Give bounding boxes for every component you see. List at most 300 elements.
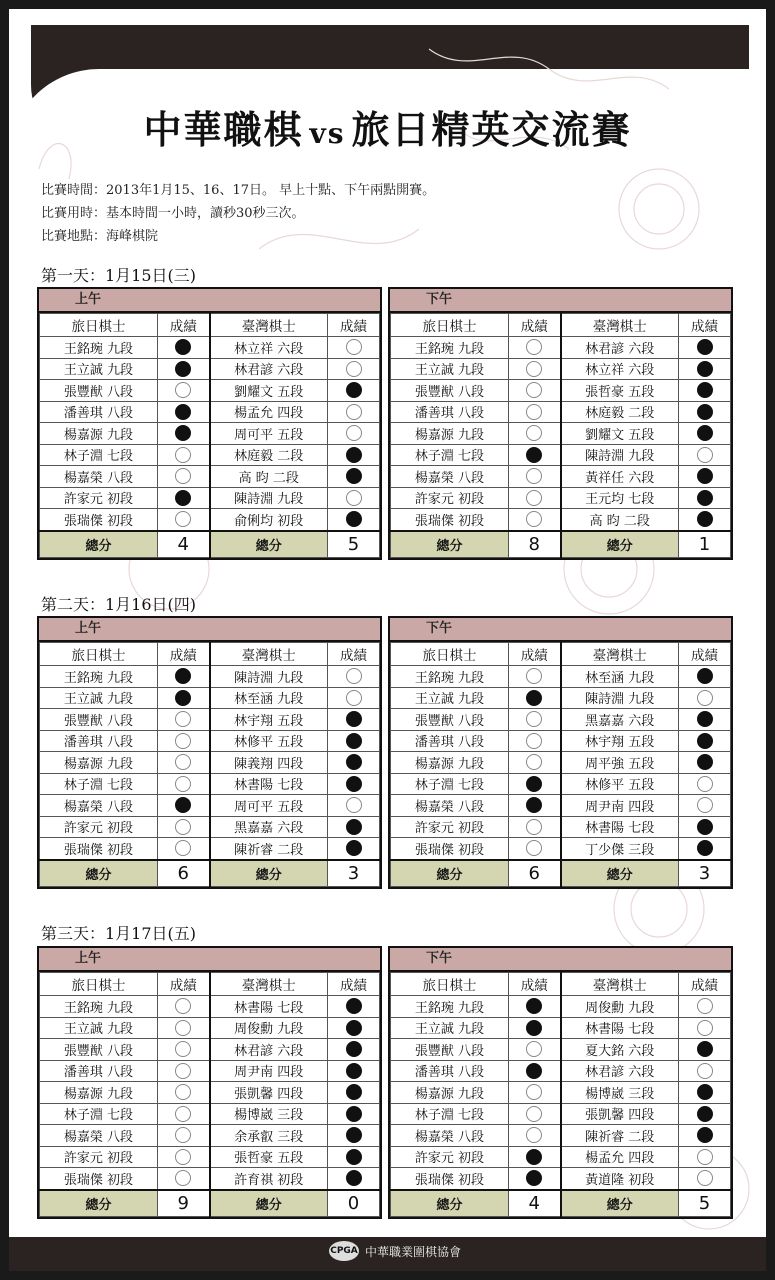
table-row xyxy=(40,1168,380,1190)
table-row xyxy=(40,358,380,380)
white-stone-icon xyxy=(526,840,542,856)
result-cell xyxy=(158,1039,210,1061)
white-stone-icon xyxy=(175,382,191,398)
result-cell xyxy=(328,1017,380,1039)
tw-player-name: 陳義翔 四段 xyxy=(210,752,328,774)
jp-player-name: 張瑞傑 初段 xyxy=(40,509,158,531)
result-cell xyxy=(158,1125,210,1147)
tw-total-score: 3 xyxy=(679,860,731,887)
total-label: 總分 xyxy=(210,1190,328,1217)
jp-column-header: 旅日棋士 xyxy=(40,643,158,666)
result-cell xyxy=(509,709,561,731)
result-cell xyxy=(158,1168,210,1190)
result-cell xyxy=(158,773,210,795)
info-venue: 比賽地點：海峰棋院 xyxy=(41,229,159,244)
title-right: 旅日精英交流賽 xyxy=(351,107,632,152)
session-header: 下午 xyxy=(390,618,731,642)
table-row xyxy=(391,509,731,531)
info-time: 比賽時間：2013年1月15、16、17日。 早上十點、下午兩點開賽。 xyxy=(41,183,436,198)
result-cell xyxy=(679,1103,731,1125)
black-stone-icon xyxy=(526,776,542,792)
result-cell xyxy=(679,709,731,731)
jp-player-name: 王立誠 九段 xyxy=(40,1017,158,1039)
tw-column-header: 臺灣棋士 xyxy=(210,973,328,996)
result-column-header: 成績 xyxy=(509,643,561,666)
tw-player-name: 高 昀 二段 xyxy=(561,509,679,531)
white-stone-icon xyxy=(175,754,191,770)
white-stone-icon xyxy=(175,468,191,484)
result-column-header: 成績 xyxy=(679,973,731,996)
table-row xyxy=(40,816,380,838)
jp-player-name: 楊嘉源 九段 xyxy=(391,423,509,445)
jp-player-name: 林子淵 七段 xyxy=(391,1103,509,1125)
table-row xyxy=(40,380,380,402)
result-cell xyxy=(158,466,210,488)
result-cell xyxy=(509,1168,561,1190)
black-stone-icon xyxy=(346,382,362,398)
afternoon-table xyxy=(388,287,733,560)
jp-column-header: 旅日棋士 xyxy=(391,643,509,666)
jp-player-name: 許家元 初段 xyxy=(391,487,509,509)
white-stone-icon xyxy=(346,797,362,813)
tw-player-name: 陳詩淵 九段 xyxy=(561,687,679,709)
result-cell xyxy=(509,1017,561,1039)
result-cell xyxy=(158,358,210,380)
table-row xyxy=(40,1017,380,1039)
white-stone-icon xyxy=(175,447,191,463)
jp-player-name: 張豐猷 八段 xyxy=(391,380,509,402)
jp-player-name: 張瑞傑 初段 xyxy=(40,1168,158,1190)
tw-player-name: 黑嘉嘉 六段 xyxy=(210,816,328,838)
table-row xyxy=(391,1125,731,1147)
total-label: 總分 xyxy=(561,1190,679,1217)
white-stone-icon xyxy=(175,1149,191,1165)
result-cell xyxy=(509,466,561,488)
white-stone-icon xyxy=(526,668,542,684)
table-row xyxy=(391,380,731,402)
black-stone-icon xyxy=(697,1084,713,1100)
black-stone-icon xyxy=(697,361,713,377)
black-stone-icon xyxy=(697,404,713,420)
jp-total-score: 6 xyxy=(509,860,561,887)
info-duration: 比賽用時：基本時間一小時，讀秒30秒三次。 xyxy=(41,206,305,221)
jp-player-name: 楊嘉榮 八段 xyxy=(40,466,158,488)
black-stone-icon xyxy=(526,690,542,706)
black-stone-icon xyxy=(346,1041,362,1057)
result-cell xyxy=(328,466,380,488)
white-stone-icon xyxy=(526,711,542,727)
table-row xyxy=(40,509,380,531)
tw-player-name: 林書陽 七段 xyxy=(561,816,679,838)
result-cell xyxy=(158,1060,210,1082)
jp-player-name: 王立誠 九段 xyxy=(40,687,158,709)
result-cell xyxy=(328,401,380,423)
tw-player-name: 林修平 五段 xyxy=(561,773,679,795)
white-stone-icon xyxy=(526,468,542,484)
white-stone-icon xyxy=(697,998,713,1014)
jp-player-name: 林子淵 七段 xyxy=(40,773,158,795)
result-cell xyxy=(679,773,731,795)
black-stone-icon xyxy=(526,1063,542,1079)
tw-player-name: 周尹南 四段 xyxy=(210,1060,328,1082)
tw-player-name: 周俊勳 九段 xyxy=(561,996,679,1018)
table-row xyxy=(391,1060,731,1082)
black-stone-icon xyxy=(346,840,362,856)
black-stone-icon xyxy=(697,382,713,398)
result-cell xyxy=(328,1103,380,1125)
total-label: 總分 xyxy=(40,531,158,558)
result-cell xyxy=(158,996,210,1018)
white-stone-icon xyxy=(346,668,362,684)
organization-name: 中華職業圍棋協會 xyxy=(365,1245,462,1259)
result-cell xyxy=(328,1039,380,1061)
result-column-header: 成績 xyxy=(328,643,380,666)
table-row xyxy=(40,401,380,423)
result-cell xyxy=(328,444,380,466)
black-stone-icon xyxy=(175,797,191,813)
tw-player-name: 俞俐均 初段 xyxy=(210,509,328,531)
tw-total-score: 0 xyxy=(328,1190,380,1217)
jp-player-name: 楊嘉榮 八段 xyxy=(40,795,158,817)
jp-player-name: 張瑞傑 初段 xyxy=(391,509,509,531)
white-stone-icon xyxy=(697,447,713,463)
white-stone-icon xyxy=(175,1041,191,1057)
jp-player-name: 楊嘉源 九段 xyxy=(40,752,158,774)
tw-player-name: 楊博崴 三段 xyxy=(561,1082,679,1104)
tw-player-name: 張凱馨 四段 xyxy=(210,1082,328,1104)
result-cell xyxy=(328,687,380,709)
tw-player-name: 周可平 五段 xyxy=(210,423,328,445)
result-column-header: 成績 xyxy=(509,973,561,996)
title-left: 中華職棋 xyxy=(143,107,304,152)
white-stone-icon xyxy=(175,840,191,856)
black-stone-icon xyxy=(346,1084,362,1100)
result-cell xyxy=(509,666,561,688)
table-row xyxy=(40,666,380,688)
jp-column-header: 旅日棋士 xyxy=(391,973,509,996)
black-stone-icon xyxy=(346,1106,362,1122)
result-cell xyxy=(509,773,561,795)
black-stone-icon xyxy=(697,733,713,749)
result-cell xyxy=(679,1125,731,1147)
day-label: 第二天：1月16日(四) xyxy=(41,595,197,614)
white-stone-icon xyxy=(526,733,542,749)
result-cell xyxy=(509,1125,561,1147)
white-stone-icon xyxy=(526,1084,542,1100)
black-stone-icon xyxy=(697,754,713,770)
jp-player-name: 許家元 初段 xyxy=(40,487,158,509)
table-row xyxy=(391,816,731,838)
result-cell xyxy=(509,358,561,380)
result-cell xyxy=(328,1168,380,1190)
tw-player-name: 楊孟允 四段 xyxy=(210,401,328,423)
black-stone-icon xyxy=(175,339,191,355)
page-title xyxy=(9,99,766,154)
white-stone-icon xyxy=(346,361,362,377)
table-row xyxy=(391,1168,731,1190)
black-stone-icon xyxy=(346,776,362,792)
white-stone-icon xyxy=(697,797,713,813)
result-cell xyxy=(679,795,731,817)
white-stone-icon xyxy=(697,690,713,706)
white-stone-icon xyxy=(697,1063,713,1079)
black-stone-icon xyxy=(346,1020,362,1036)
result-cell xyxy=(509,1060,561,1082)
result-cell xyxy=(328,423,380,445)
result-cell xyxy=(509,996,561,1018)
table-row xyxy=(391,401,731,423)
table-row xyxy=(391,487,731,509)
white-stone-icon xyxy=(175,711,191,727)
result-cell xyxy=(328,709,380,731)
tw-total-score: 3 xyxy=(328,860,380,887)
white-stone-icon xyxy=(346,425,362,441)
white-stone-icon xyxy=(175,511,191,527)
tw-player-name: 張哲豪 五段 xyxy=(561,380,679,402)
table-row xyxy=(391,1146,731,1168)
black-stone-icon xyxy=(346,1170,362,1186)
tw-player-name: 高 昀 二段 xyxy=(210,466,328,488)
tw-column-header: 臺灣棋士 xyxy=(561,314,679,337)
white-stone-icon xyxy=(346,690,362,706)
result-cell xyxy=(679,1060,731,1082)
session-header: 上午 xyxy=(39,948,380,972)
result-column-header: 成績 xyxy=(328,314,380,337)
result-cell xyxy=(328,1082,380,1104)
tw-player-name: 余承叡 三段 xyxy=(210,1125,328,1147)
tw-player-name: 張凱馨 四段 xyxy=(561,1103,679,1125)
tw-player-name: 黃道隆 初段 xyxy=(561,1168,679,1190)
tw-player-name: 林宇翔 五段 xyxy=(561,730,679,752)
result-cell xyxy=(328,666,380,688)
black-stone-icon xyxy=(346,447,362,463)
tw-column-header: 臺灣棋士 xyxy=(561,973,679,996)
jp-player-name: 楊嘉源 九段 xyxy=(391,1082,509,1104)
black-stone-icon xyxy=(526,797,542,813)
afternoon-table xyxy=(388,946,733,1219)
white-stone-icon xyxy=(526,1127,542,1143)
result-column-header: 成績 xyxy=(679,643,731,666)
white-stone-icon xyxy=(526,1106,542,1122)
black-stone-icon xyxy=(346,998,362,1014)
tw-player-name: 林書陽 七段 xyxy=(210,773,328,795)
result-cell xyxy=(328,730,380,752)
table-row xyxy=(391,1017,731,1039)
jp-player-name: 楊嘉源 九段 xyxy=(40,1082,158,1104)
jp-player-name: 林子淵 七段 xyxy=(40,444,158,466)
white-stone-icon xyxy=(175,1020,191,1036)
result-cell xyxy=(679,666,731,688)
tw-player-name: 林君諺 六段 xyxy=(561,337,679,359)
black-stone-icon xyxy=(175,361,191,377)
jp-player-name: 王銘琬 九段 xyxy=(40,666,158,688)
table-row xyxy=(391,795,731,817)
result-cell xyxy=(509,380,561,402)
jp-player-name: 楊嘉源 九段 xyxy=(391,752,509,774)
tw-player-name: 林至涵 九段 xyxy=(210,687,328,709)
tw-player-name: 陳祈睿 二段 xyxy=(210,838,328,860)
table-row xyxy=(40,423,380,445)
result-cell xyxy=(328,838,380,860)
black-stone-icon xyxy=(697,668,713,684)
jp-player-name: 張瑞傑 初段 xyxy=(391,1168,509,1190)
table-row xyxy=(40,444,380,466)
tw-player-name: 林君諺 六段 xyxy=(210,1039,328,1061)
tw-player-name: 林修平 五段 xyxy=(210,730,328,752)
result-cell xyxy=(328,509,380,531)
result-cell xyxy=(679,1168,731,1190)
tw-player-name: 周可平 五段 xyxy=(210,795,328,817)
black-stone-icon xyxy=(697,339,713,355)
black-stone-icon xyxy=(346,468,362,484)
jp-player-name: 許家元 初段 xyxy=(391,816,509,838)
table-row xyxy=(40,838,380,860)
table-row xyxy=(391,730,731,752)
result-cell xyxy=(158,1103,210,1125)
jp-player-name: 張豐猷 八段 xyxy=(391,1039,509,1061)
tw-total-score: 5 xyxy=(679,1190,731,1217)
jp-player-name: 林子淵 七段 xyxy=(391,444,509,466)
result-cell xyxy=(509,730,561,752)
jp-player-name: 潘善琪 八段 xyxy=(391,1060,509,1082)
black-stone-icon xyxy=(175,690,191,706)
table-row xyxy=(40,1082,380,1104)
white-stone-icon xyxy=(526,339,542,355)
day-label: 第三天：1月17日(五) xyxy=(41,924,197,943)
white-stone-icon xyxy=(346,339,362,355)
result-cell xyxy=(509,509,561,531)
table-row xyxy=(391,709,731,731)
white-stone-icon xyxy=(175,998,191,1014)
black-stone-icon xyxy=(697,490,713,506)
table-row xyxy=(391,838,731,860)
result-cell xyxy=(328,1060,380,1082)
jp-total-score: 6 xyxy=(158,860,210,887)
result-cell xyxy=(328,816,380,838)
result-cell xyxy=(328,752,380,774)
white-stone-icon xyxy=(175,1170,191,1186)
table-row xyxy=(40,1125,380,1147)
jp-column-header: 旅日棋士 xyxy=(391,314,509,337)
result-cell xyxy=(328,380,380,402)
tw-player-name: 楊博崴 三段 xyxy=(210,1103,328,1125)
result-cell xyxy=(679,337,731,359)
result-cell xyxy=(679,444,731,466)
result-cell xyxy=(679,1017,731,1039)
result-cell xyxy=(158,795,210,817)
tw-player-name: 丁少傑 三段 xyxy=(561,838,679,860)
black-stone-icon xyxy=(526,1020,542,1036)
result-cell xyxy=(328,358,380,380)
tw-player-name: 周俊勳 九段 xyxy=(210,1017,328,1039)
result-cell xyxy=(509,423,561,445)
result-cell xyxy=(509,337,561,359)
black-stone-icon xyxy=(175,404,191,420)
white-stone-icon xyxy=(526,490,542,506)
result-cell xyxy=(158,752,210,774)
table-row xyxy=(40,795,380,817)
result-cell xyxy=(158,1082,210,1104)
result-cell xyxy=(328,1125,380,1147)
tw-player-name: 周尹南 四段 xyxy=(561,795,679,817)
table-row xyxy=(40,773,380,795)
white-stone-icon xyxy=(526,404,542,420)
black-stone-icon xyxy=(526,998,542,1014)
total-label: 總分 xyxy=(210,531,328,558)
tw-player-name: 林立祥 六段 xyxy=(210,337,328,359)
jp-total-score: 4 xyxy=(509,1190,561,1217)
jp-player-name: 楊嘉榮 八段 xyxy=(391,795,509,817)
black-stone-icon xyxy=(526,1149,542,1165)
session-header: 上午 xyxy=(39,289,380,313)
table-row xyxy=(391,752,731,774)
result-column-header: 成績 xyxy=(679,314,731,337)
tw-player-name: 陳詩淵 九段 xyxy=(210,487,328,509)
result-column-header: 成績 xyxy=(158,643,210,666)
tw-player-name: 劉耀文 五段 xyxy=(561,423,679,445)
black-stone-icon xyxy=(175,425,191,441)
table-row xyxy=(40,1103,380,1125)
jp-player-name: 王銘琬 九段 xyxy=(40,996,158,1018)
result-cell xyxy=(509,487,561,509)
black-stone-icon xyxy=(697,840,713,856)
black-stone-icon xyxy=(697,1041,713,1057)
result-cell xyxy=(328,1146,380,1168)
jp-player-name: 潘善琪 八段 xyxy=(391,401,509,423)
tw-player-name: 周平強 五段 xyxy=(561,752,679,774)
result-cell xyxy=(158,337,210,359)
result-cell xyxy=(328,996,380,1018)
tw-player-name: 陳祈睿 二段 xyxy=(561,1125,679,1147)
table-row xyxy=(40,709,380,731)
white-stone-icon xyxy=(526,511,542,527)
white-stone-icon xyxy=(346,404,362,420)
result-cell xyxy=(679,687,731,709)
tw-player-name: 林君諺 六段 xyxy=(561,1060,679,1082)
jp-player-name: 張瑞傑 初段 xyxy=(391,838,509,860)
result-cell xyxy=(509,838,561,860)
black-stone-icon xyxy=(346,733,362,749)
table-row xyxy=(40,1146,380,1168)
tw-player-name: 陳詩淵 九段 xyxy=(210,666,328,688)
tw-player-name: 王元均 七段 xyxy=(561,487,679,509)
jp-total-score: 9 xyxy=(158,1190,210,1217)
white-stone-icon xyxy=(526,754,542,770)
result-cell xyxy=(679,730,731,752)
result-cell xyxy=(158,509,210,531)
table-row xyxy=(391,773,731,795)
tw-player-name: 林立祥 六段 xyxy=(561,358,679,380)
table-row xyxy=(391,1039,731,1061)
jp-player-name: 楊嘉源 九段 xyxy=(40,423,158,445)
black-stone-icon xyxy=(175,668,191,684)
total-label: 總分 xyxy=(561,860,679,887)
table-row xyxy=(40,687,380,709)
tw-player-name: 林宇翔 五段 xyxy=(210,709,328,731)
black-stone-icon xyxy=(697,1106,713,1122)
white-stone-icon xyxy=(526,819,542,835)
morning-table xyxy=(37,616,382,889)
tw-total-score: 1 xyxy=(679,531,731,558)
table-row xyxy=(391,337,731,359)
table-row xyxy=(40,1039,380,1061)
black-stone-icon xyxy=(346,1063,362,1079)
white-stone-icon xyxy=(175,1063,191,1079)
result-cell xyxy=(328,795,380,817)
jp-player-name: 張豐猷 八段 xyxy=(40,380,158,402)
table-row xyxy=(391,444,731,466)
tw-player-name: 張哲豪 五段 xyxy=(210,1146,328,1168)
